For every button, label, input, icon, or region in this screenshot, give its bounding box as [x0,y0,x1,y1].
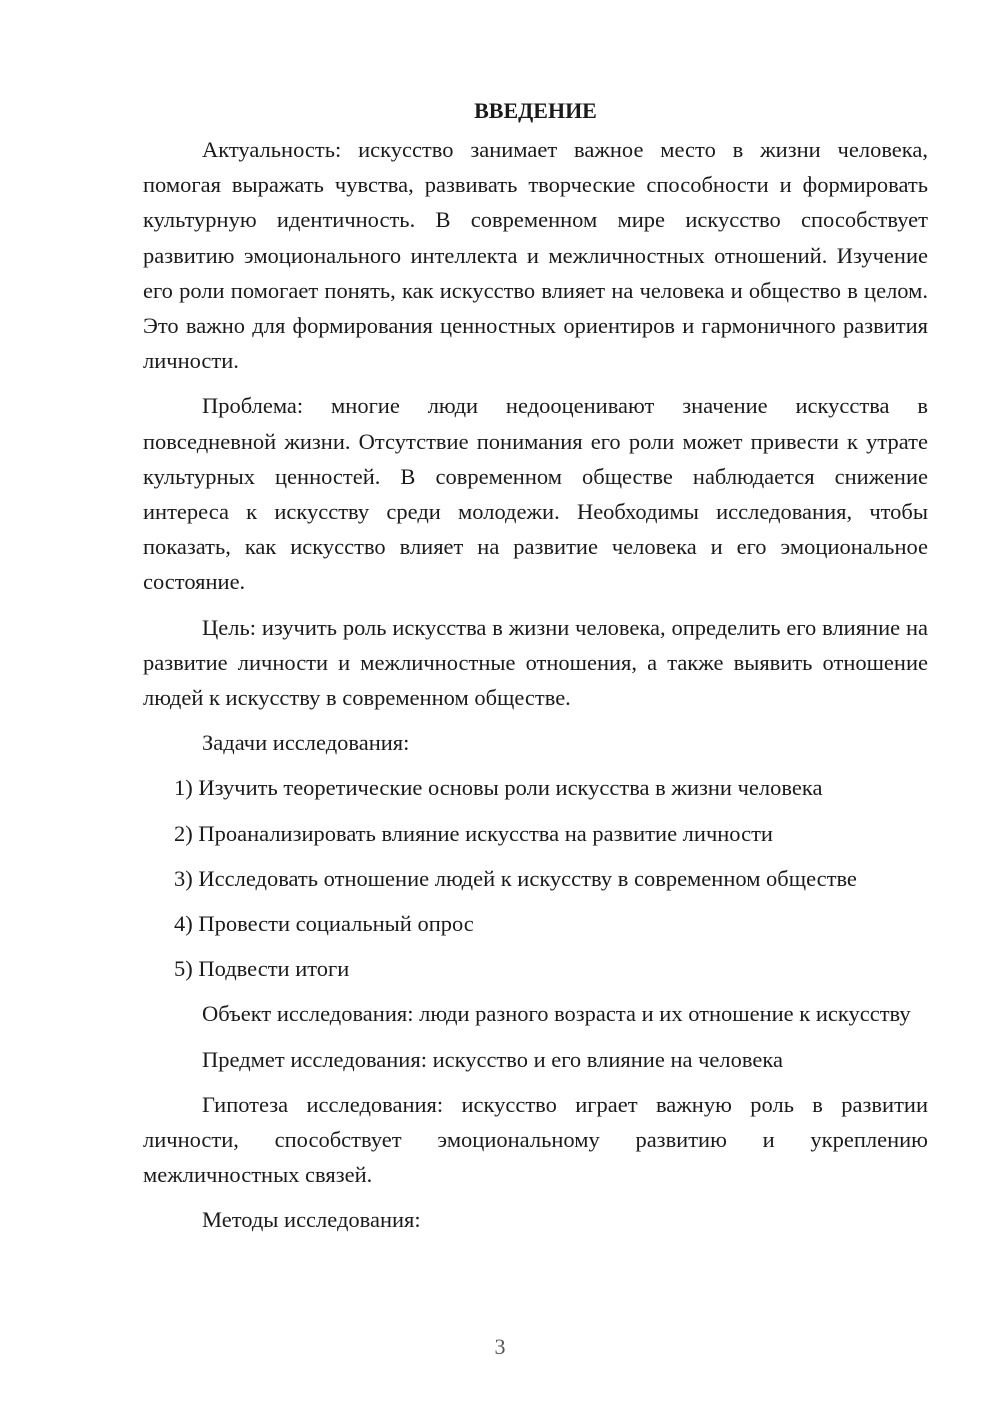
page-body [143,98,928,1248]
goal-paragraph: Цель: изучить роль искусства в жизни человека, определить его влияние на развитие личности и межличностные отношения, а также выявить отношение людей к искусству в современном обществе. [143,614,928,711]
subject-paragraph: Предмет исследования: искусство и его влияние на человека [202,1046,783,1072]
task-item: 3) Исследовать отношение людей к искусству в современном обществе [174,865,857,891]
object-paragraph: Объект исследования: люди разного возраста и их отношение к искусству [202,1001,911,1027]
page-title: ВВЕДЕНИЕ [474,98,597,123]
task-item: 2) Проанализировать влияние искусства на развитие личности [174,820,773,846]
tasks-list [143,770,928,986]
methods-heading: Методы исследования: [202,1207,421,1233]
problem-paragraph: Проблема: многие люди недооценивают значение искусства в повседневной жизни. Отсутствие понимания его роли может привести к утрате культурных ценностей. В современном обществе наблюдается снижение интереса к искусству среди молодежи. Необходимы исследования, чтобы показать, как искусство влияет на развитие человека и его эмоциональное состояние. [143,393,928,595]
tasks-heading: Задачи исследования: [202,730,410,756]
task-item: 1) Изучить теоретические основы роли искусства в жизни человека [174,775,823,801]
task-item: 5) Подвести итоги [174,956,350,982]
page-number: 3 [494,1334,506,1359]
hypothesis-paragraph: Гипотеза исследования: искусство играет важную роль в развитии личности, способствует эмоциональному развитию и укреплению межличностных связей. [143,1091,928,1188]
relevance-paragraph: Актуальность: искусство занимает важное место в жизни человека, помогая выражать чувства, развивать творческие способности и формировать культурную идентичность. В современном мире искусство способствует развитию эмоционального интеллекта и межличностных отношений. Изучение его роли помогает понять, как искусство влияет на человека и общество в целом. Это важно для формирования ценностных ориентиров и гармоничного развития личности. [143,137,928,374]
task-item: 4) Провести социальный опрос [174,911,474,937]
